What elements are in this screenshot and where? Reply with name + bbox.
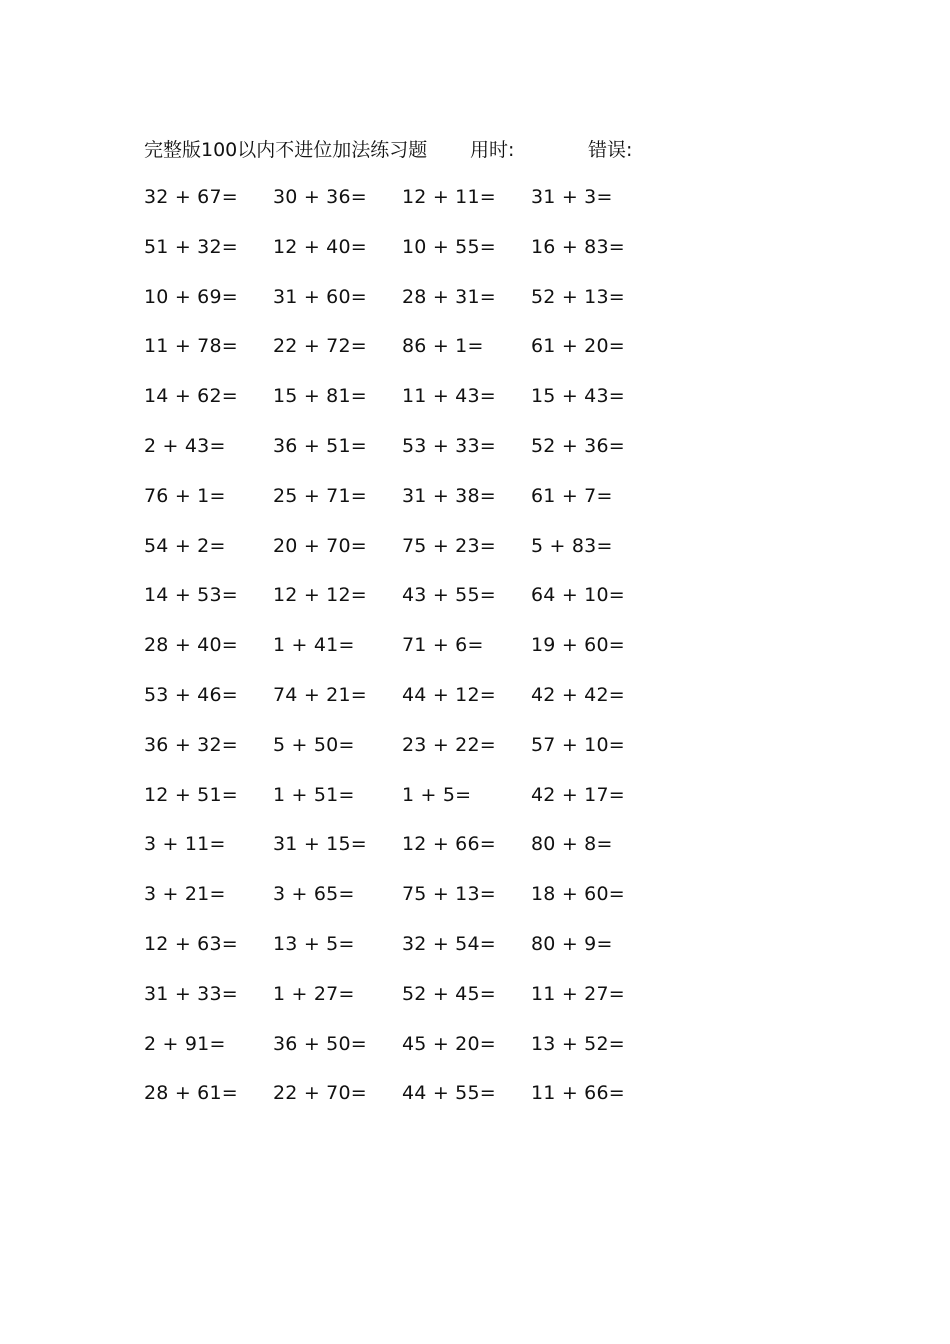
problem-item: 75 + 13=: [402, 883, 496, 906]
problem-item: 57 + 10=: [531, 733, 625, 756]
problem-item: 80 + 8=: [531, 833, 613, 856]
problem-item: 15 + 81=: [273, 385, 367, 408]
problem-row: [0, 427, 950, 477]
problem-row: [0, 178, 950, 228]
problem-row: [0, 527, 950, 577]
problem-item: 12 + 40=: [273, 235, 367, 258]
error-label: 错误:: [588, 139, 633, 161]
problem-row: [0, 576, 950, 626]
problem-item: 12 + 51=: [144, 783, 238, 806]
problem-item: 18 + 60=: [531, 883, 625, 906]
problem-item: 44 + 55=: [402, 1082, 496, 1105]
problem-item: 1 + 27=: [273, 982, 355, 1005]
problem-item: 2 + 43=: [144, 434, 226, 457]
problem-item: 28 + 61=: [144, 1082, 238, 1105]
problem-item: 12 + 63=: [144, 932, 238, 955]
problem-row: [0, 875, 950, 925]
problem-item: 12 + 12=: [273, 584, 367, 607]
problem-item: 45 + 20=: [402, 1032, 496, 1055]
problem-item: 10 + 55=: [402, 235, 496, 258]
problem-item: 32 + 67=: [144, 186, 238, 208]
problem-item: 2 + 91=: [144, 1032, 226, 1055]
problem-item: 1 + 51=: [273, 783, 355, 806]
time-label: 用时:: [470, 139, 515, 161]
problem-item: 52 + 36=: [531, 434, 625, 457]
problem-item: 31 + 15=: [273, 833, 367, 856]
problem-item: 36 + 51=: [273, 434, 367, 457]
problem-item: 14 + 53=: [144, 584, 238, 607]
problem-row: [0, 477, 950, 527]
problem-row: [0, 975, 950, 1025]
problem-item: 31 + 3=: [531, 186, 613, 208]
problem-row: [0, 1074, 950, 1124]
problem-item: 5 + 83=: [531, 534, 613, 557]
problem-item: 31 + 60=: [273, 285, 367, 308]
problem-grid: [0, 178, 950, 1124]
problem-row: [0, 327, 950, 377]
problem-item: 22 + 72=: [273, 335, 367, 358]
problem-item: 19 + 60=: [531, 634, 625, 657]
problem-item: 64 + 10=: [531, 584, 625, 607]
worksheet-title: 完整版100以内不进位加法练习题: [144, 139, 428, 161]
problem-item: 31 + 33=: [144, 982, 238, 1005]
problem-row: [0, 776, 950, 826]
problem-item: 52 + 45=: [402, 982, 496, 1005]
problem-item: 14 + 62=: [144, 385, 238, 408]
problem-item: 61 + 20=: [531, 335, 625, 358]
problem-item: 3 + 11=: [144, 833, 226, 856]
problem-item: 61 + 7=: [531, 484, 613, 507]
problem-item: 1 + 41=: [273, 634, 355, 657]
problem-item: 75 + 23=: [402, 534, 496, 557]
problem-row: [0, 676, 950, 726]
problem-row: [0, 377, 950, 427]
problem-item: 80 + 9=: [531, 932, 613, 955]
problem-item: 11 + 66=: [531, 1082, 625, 1105]
problem-item: 42 + 42=: [531, 683, 625, 706]
problem-item: 53 + 33=: [402, 434, 496, 457]
problem-item: 74 + 21=: [273, 683, 367, 706]
problem-item: 11 + 27=: [531, 982, 625, 1005]
problem-item: 3 + 21=: [144, 883, 226, 906]
problem-item: 10 + 69=: [144, 285, 238, 308]
problem-item: 15 + 43=: [531, 385, 625, 408]
problem-item: 32 + 54=: [402, 932, 496, 955]
problem-item: 51 + 32=: [144, 235, 238, 258]
problem-item: 25 + 71=: [273, 484, 367, 507]
problem-item: 76 + 1=: [144, 484, 226, 507]
problem-item: 13 + 52=: [531, 1032, 625, 1055]
problem-item: 42 + 17=: [531, 783, 625, 806]
problem-item: 1 + 5=: [402, 783, 472, 806]
problem-item: 13 + 5=: [273, 932, 355, 955]
problem-item: 54 + 2=: [144, 534, 226, 557]
problem-item: 53 + 46=: [144, 683, 238, 706]
problem-item: 28 + 31=: [402, 285, 496, 308]
problem-item: 11 + 78=: [144, 335, 238, 358]
problem-item: 36 + 50=: [273, 1032, 367, 1055]
problem-item: 36 + 32=: [144, 733, 238, 756]
problem-item: 52 + 13=: [531, 285, 625, 308]
problem-item: 30 + 36=: [273, 186, 367, 208]
problem-row: [0, 626, 950, 676]
problem-item: 28 + 40=: [144, 634, 238, 657]
problem-item: 11 + 43=: [402, 385, 496, 408]
problem-row: [0, 726, 950, 776]
problem-item: 20 + 70=: [273, 534, 367, 557]
problem-row: [0, 228, 950, 278]
problem-item: 3 + 65=: [273, 883, 355, 906]
problem-row: [0, 825, 950, 875]
problem-item: 5 + 50=: [273, 733, 355, 756]
problem-item: 16 + 83=: [531, 235, 625, 258]
problem-row: [0, 1025, 950, 1075]
problem-row: [0, 278, 950, 328]
problem-item: 71 + 6=: [402, 634, 484, 657]
problem-item: 43 + 55=: [402, 584, 496, 607]
problem-item: 22 + 70=: [273, 1082, 367, 1105]
problem-item: 86 + 1=: [402, 335, 484, 358]
problem-item: 12 + 66=: [402, 833, 496, 856]
problem-item: 44 + 12=: [402, 683, 496, 706]
problem-item: 23 + 22=: [402, 733, 496, 756]
problem-item: 31 + 38=: [402, 484, 496, 507]
problem-item: 12 + 11=: [402, 186, 496, 208]
problem-row: [0, 925, 950, 975]
